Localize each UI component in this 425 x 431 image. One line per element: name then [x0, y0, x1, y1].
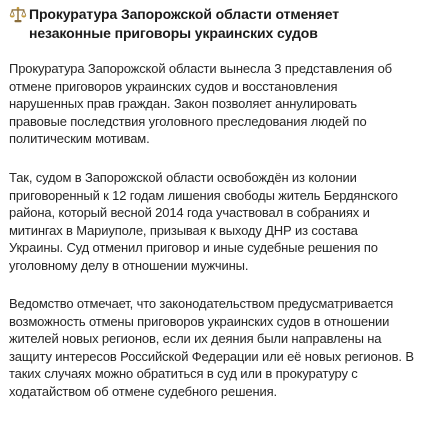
- post-title: Прокуратура Запорожской области отменяет незаконные приговоры украинских судов: [29, 6, 339, 41]
- scales-icon: [9, 6, 27, 24]
- post-header: [9, 5, 414, 42]
- post-paragraph: Так, судом в Запорожской области освобождён из колонии приговоренный к 12 годам лишения свободы житель Бердянского района, который весной 2014 года участвовал в собраниях и митингах в Мариуполе, призывая к выходу ДНР из состава Украины. Суд отменил приговор и иные судебные решения по уголовному делу в отношении мужчины.: [9, 170, 398, 273]
- post-paragraph: Ведомство отмечает, что законодательством предусматривается возможность отмены приговоров украинских судов в отношении жителей новых регионов, если их деяния были направлены на защиту интересов Российской Федерации или её новых регионов. В таких случаях можно обратиться в суд или в прокуратуру с ходатайством об отмене судебного решения.: [9, 296, 414, 399]
- post-paragraph: Прокуратура Запорожской области вынесла 3 представления об отмене приговоров украинских судов и восстановления нарушенных прав граждан. Закон позволяет аннулировать правовые последствия уголовного преследования людей по политическим мотивам.: [9, 61, 392, 147]
